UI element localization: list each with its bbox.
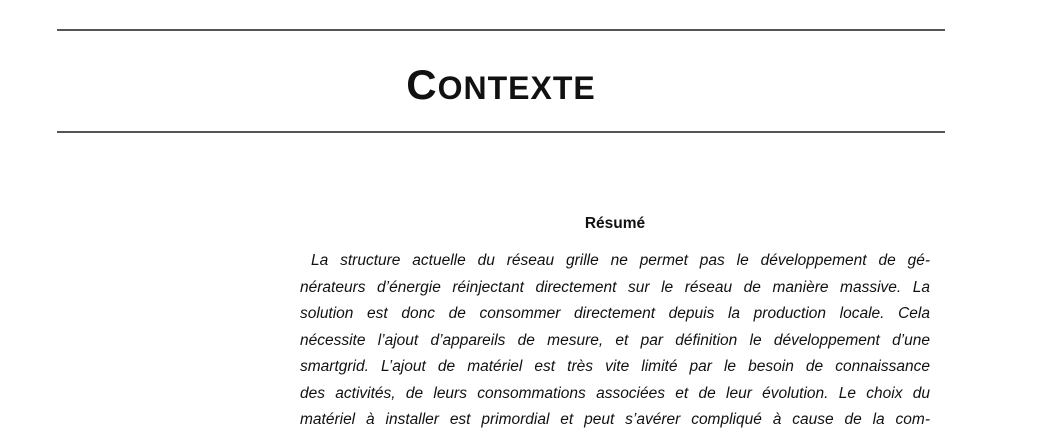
chapter-title-initial: C (406, 61, 438, 108)
abstract-line: nécessite l’ajout d’appareils de mesure, et par définition le développement d’une (300, 331, 930, 349)
chapter-title-rest: ONTEXTE (437, 70, 596, 106)
chapter-top-rule (57, 29, 945, 31)
abstract-line: matériel à installer est primordial et peut s’avérer compliqué à cause de la com- (300, 411, 930, 428)
abstract-body (300, 248, 930, 434)
chapter-title (0, 60, 1002, 113)
chapter-bottom-rule (57, 131, 945, 133)
abstract-line: La structure actuelle du réseau grille ne permet pas le développement de gé- (311, 252, 930, 269)
abstract-line: des activités, de leurs consommations associées et de leur évolution. Le choix du (300, 384, 930, 402)
abstract-heading: Résumé (584, 215, 646, 232)
abstract-line: solution est donc de consommer directement depuis la production locale. Cela (300, 305, 930, 322)
abstract-line: nérateurs d’énergie réinjectant directement sur le réseau de manière massive. La (300, 278, 930, 296)
abstract-line: smartgrid. L’ajout de matériel est très vite limité par le besoin de connaissance (300, 358, 930, 375)
